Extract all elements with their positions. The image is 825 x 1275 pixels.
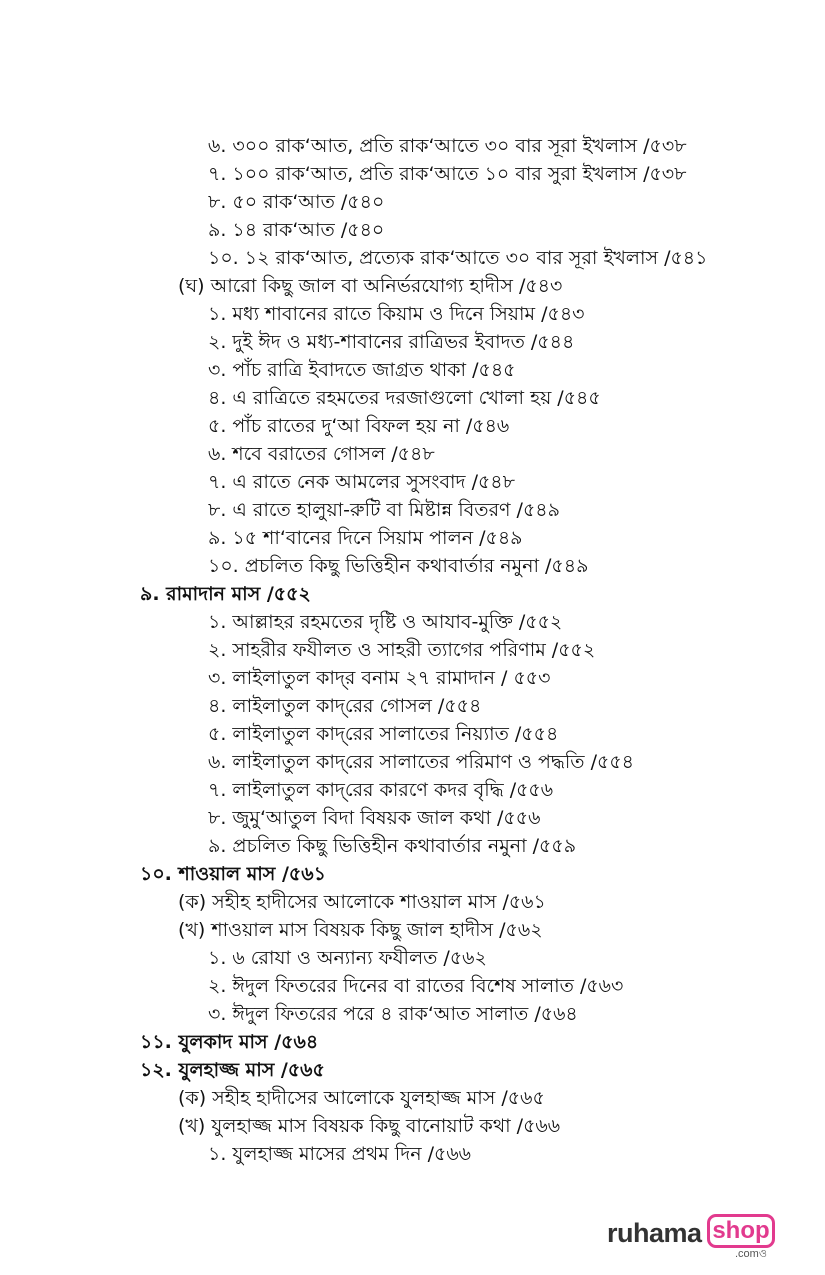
toc-entry: ৩. লাইলাতুল কাদ্‌র বনাম ২৭ রামাদান / ৫৫৩	[208, 667, 551, 689]
toc-entry: ৬. ৩০০ রাক‘আত, প্রতি রাক‘আতে ৩০ বার সূরা ইখলাস /৫৩৮	[208, 135, 687, 157]
toc-entry: ২. দুই ঈদ ও মধ্য-শাবানের রাত্রিভর ইবাদত /৫৪৪	[208, 331, 575, 353]
toc-section-heading: ১০. শাওয়াল মাস /৫৬১	[140, 863, 326, 885]
logo-domain-text: .comও	[735, 1248, 767, 1260]
toc-entry: ১. মধ্য শাবানের রাতে কিয়াম ও দিনে সিয়াম /৫৪৩	[208, 303, 585, 325]
toc-section-heading: ১২. যুলহাজ্জ মাস /৫৬৫	[140, 1059, 325, 1081]
toc-entry: ৬. শবে বরাতের গোসল /৫৪৮	[208, 443, 435, 465]
toc-entry: ৪. লাইলাতুল কাদ্‌রের গোসল /৫৫৪	[208, 695, 482, 717]
toc-subsection: (ক) সহীহ হাদীসের আলোকে যুলহাজ্জ মাস /৫৬৫	[178, 1087, 545, 1109]
toc-entry: ৭. লাইলাতুল কাদ্‌রের কারণে কদর বৃদ্ধি /৫৫৬	[208, 779, 554, 801]
toc-entry: ১০. প্রচলিত কিছু ভিত্তিহীন কথাবার্তার নমুনা /৫৪৯	[208, 555, 589, 577]
toc-subsection: (ঘ) আরো কিছু জাল বা অনির্ভরযোগ্য হাদীস /৫৪৩	[178, 275, 563, 297]
toc-entry: ২. ঈদুল ফিতরের দিনের বা রাতের বিশেষ সালাত /৫৬৩	[208, 975, 624, 997]
ruhamashop-logo	[607, 1212, 777, 1258]
toc-entry: ৪. এ রাত্রিতে রহমতের দরজাগুলো খোলা হয় /৫৪৫	[208, 387, 601, 409]
logo-shop-badge	[707, 1214, 775, 1248]
toc-entry: ৫. লাইলাতুল কাদ্‌রের সালাতের নিয়্যাত /৫৫৪	[208, 723, 559, 745]
toc-entry: ৫. পাঁচ রাতের দু‘আ বিফল হয় না /৫৪৬	[208, 415, 510, 437]
toc-subsection: (ক) সহীহ হাদীসের আলোকে শাওয়াল মাস /৫৬১	[178, 891, 546, 913]
toc-subsection: (খ) যুলহাজ্জ মাস বিষয়ক কিছু বানোয়াট কথা /৫৬৬	[178, 1115, 561, 1137]
toc-entry: ৯. প্রচলিত কিছু ভিত্তিহীন কথাবার্তার নমুনা /৫৫৯	[208, 835, 577, 857]
toc-entry: ২. সাহরীর ফযীলত ও সাহরী ত্যাগের পরিণাম /৫৫২	[208, 639, 596, 661]
toc-entry: ১. ৬ রোযা ও অন্যান্য ফযীলত /৫৬২	[208, 947, 487, 969]
toc-entry: ১. আল্লাহর রহমতের দৃষ্টি ও আযাব-মুক্তি /৫৫২	[208, 611, 563, 633]
logo-shop-text: shop	[712, 1217, 770, 1244]
logo-brand-text: ruhama	[607, 1218, 702, 1248]
toc-entry: ৮. এ রাতে হালুয়া-রুটি বা মিষ্টান্ন বিতরণ /৫৪৯	[208, 499, 560, 521]
toc-entry: ১. যুলহাজ্জ মাসের প্রথম দিন /৫৬৬	[208, 1143, 472, 1165]
toc-entry: ৭. এ রাতে নেক আমলের সুসংবাদ /৫৪৮	[208, 471, 515, 493]
toc-entry: ৮. ৫০ রাক‘আত /৫৪০	[208, 191, 385, 213]
toc-entry: ৭. ১০০ রাক‘আত, প্রতি রাক‘আতে ১০ বার সুরা ইখলাস /৫৩৮	[208, 163, 687, 185]
toc-entry: ৩. ঈদুল ফিতরের পরে ৪ রাক‘আত সালাত /৫৬৪	[208, 1003, 578, 1025]
toc-subsection: (খ) শাওয়াল মাস বিষয়ক কিছু জাল হাদীস /৫৬২	[178, 919, 543, 941]
table-of-contents	[0, 132, 825, 1168]
toc-section-heading: ১১. যুলকাদ মাস /৫৬৪	[140, 1031, 319, 1053]
toc-entry: ১০. ১২ রাক‘আত, প্রত্যেক রাক‘আতে ৩০ বার সূরা ইখলাস /৫৪১	[208, 247, 708, 269]
toc-entry: ৩. পাঁচ রাত্রি ইবাদতে জাগ্রত থাকা /৫৪৫	[208, 359, 516, 381]
toc-entry: ৮. জুমু‘আতুল বিদা বিষয়ক জাল কথা /৫৫৬	[208, 807, 541, 829]
toc-entry: ৬. লাইলাতুল কাদ্‌রের সালাতের পরিমাণ ও পদ্ধতি /৫৫৪	[208, 751, 634, 773]
toc-entry: ৯. ১৪ রাক‘আত /৫৪০	[208, 219, 385, 241]
toc-entry: ৯. ১৫ শা‘বানের দিনে সিয়াম পালন /৫৪৯	[208, 527, 523, 549]
toc-section-heading: ৯. রামাদান মাস /৫৫২	[140, 583, 311, 605]
